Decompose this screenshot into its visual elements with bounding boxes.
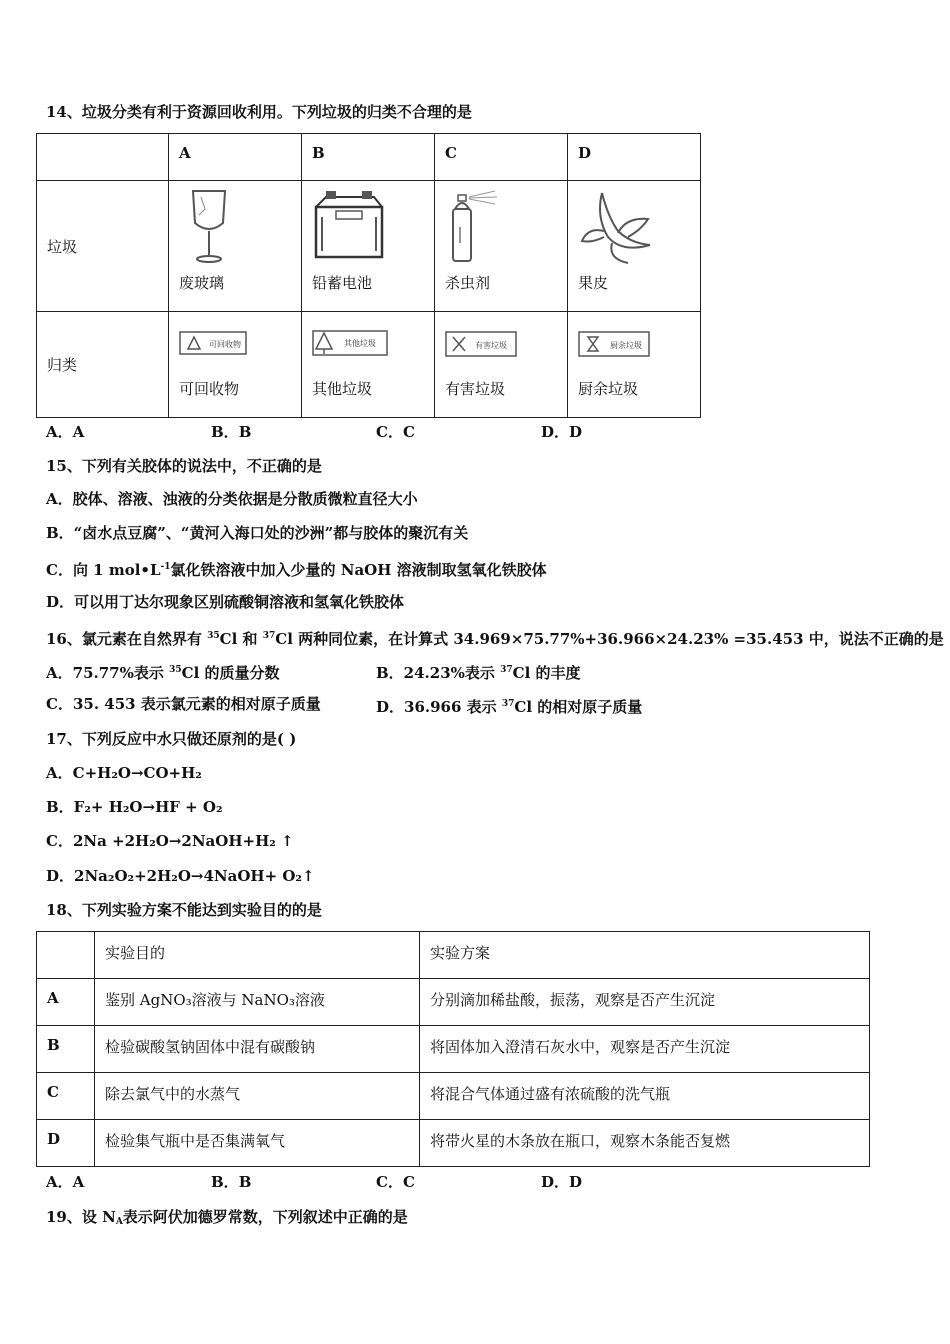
- q18-stem: 18、下列实验方案不能达到实验目的的是: [46, 901, 322, 919]
- q14-header-c: C: [435, 134, 568, 181]
- q18-row-d-plan: 将带火星的木条放在瓶口，观察木条能否复燃: [420, 1120, 870, 1167]
- q14-header-b: B: [302, 134, 435, 181]
- q15-option-d[interactable]: D．可以用丁达尔现象区别硫酸铜溶液和氢氧化铁胶体: [46, 593, 405, 611]
- q14-option-b[interactable]: B．B: [211, 423, 252, 441]
- q18-row-a-purpose: 鉴别 AgNO₃溶液与 NaNO₃溶液: [95, 979, 420, 1026]
- table-row: [37, 979, 870, 1026]
- q14-option-d[interactable]: D．D: [541, 423, 583, 441]
- q16-option-d[interactable]: D．36.966 表示 $^{37}$Cl 的相对原子质量: [376, 698, 643, 716]
- q14-option-c[interactable]: C．C: [376, 423, 415, 441]
- q14-category-a-sign-text: 可回收物: [209, 340, 241, 349]
- q18-table: [36, 931, 870, 1167]
- q14-option-a[interactable]: A．A: [46, 423, 85, 441]
- q18-row-b-letter: B: [37, 1026, 95, 1073]
- q18-row-a-plan: 分别滴加稀盐酸，振荡，观察是否产生沉淀: [420, 979, 870, 1026]
- car-battery-icon: [312, 187, 387, 262]
- q18-row-d-purpose: 检验集气瓶中是否集满氧气: [95, 1120, 420, 1167]
- q14-row-category-label: 归类: [37, 312, 169, 418]
- q14-category-a-caption: 可回收物: [179, 380, 240, 398]
- q18-header-blank: [37, 932, 95, 979]
- q17-option-b[interactable]: B．F₂+ H₂O→HF + O₂: [46, 798, 223, 816]
- banana-peel-icon: [578, 187, 658, 267]
- q14-category-b-sign-text: 其他垃圾: [344, 339, 376, 348]
- q17-option-d[interactable]: D．2Na₂O₂+2H₂O→4NaOH+ O₂↑: [46, 867, 315, 885]
- q15-option-c[interactable]: C．向 1 $mol•L^{-1}$氯化铁溶液中加入少量的 NaOH 溶液制取氢氧化铁胶体: [46, 561, 547, 579]
- q15-stem: 15、下列有关胶体的说法中，不正确的是: [46, 457, 322, 475]
- q14-table: [36, 133, 701, 418]
- q15-option-a[interactable]: A．胶体、溶液、浊液的分类依据是分散质微粒直径大小: [46, 490, 418, 508]
- q14-garbage-c: [435, 181, 568, 312]
- q18-header-purpose: 实验目的: [95, 932, 420, 979]
- spray-can-icon: [445, 187, 505, 267]
- kitchen-waste-sign-icon: [578, 330, 652, 358]
- q18-row-c-plan: 将混合气体通过盛有浓硫酸的洗气瓶: [420, 1073, 870, 1120]
- q18-row-d-letter: D: [37, 1120, 95, 1167]
- q14-garbage-b: [302, 181, 435, 312]
- q14-header-a: A: [169, 134, 302, 181]
- q17-stem: 17、下列反应中水只做还原剂的是( ): [46, 730, 297, 748]
- q16-option-b[interactable]: B．24.23%表示 $^{37}$Cl 的丰度: [376, 664, 581, 682]
- q18-option-d[interactable]: D．D: [541, 1173, 583, 1191]
- q14-garbage-d-caption: 果皮: [578, 274, 609, 292]
- other-waste-sign-icon: [312, 330, 390, 356]
- table-row: [37, 1026, 870, 1073]
- q17-option-a[interactable]: A．C+H₂O→CO+H₂: [46, 764, 202, 782]
- q14-category-d-sign-text: 厨余垃圾: [610, 341, 642, 350]
- q14-category-b: [302, 312, 435, 418]
- q14-row-garbage-label: 垃圾: [37, 181, 169, 312]
- q14-category-b-caption: 其他垃圾: [312, 380, 373, 398]
- q18-header-plan: 实验方案: [420, 932, 870, 979]
- table-row: [37, 1073, 870, 1120]
- q14-category-c: [435, 312, 568, 418]
- q14-header-d: D: [568, 134, 701, 181]
- q18-option-b[interactable]: B．B: [211, 1173, 252, 1191]
- q18-row-c-purpose: 除去氯气中的水蒸气: [95, 1073, 420, 1120]
- hazardous-waste-sign-icon: [445, 330, 519, 358]
- q18-option-c[interactable]: C．C: [376, 1173, 415, 1191]
- q14-garbage-a: [169, 181, 302, 312]
- q14-category-c-sign-text: 有害垃圾: [475, 341, 507, 350]
- q14-category-d: [568, 312, 701, 418]
- q14-category-c-caption: 有害垃圾: [445, 380, 506, 398]
- recyclable-sign-icon: [179, 330, 249, 356]
- q17-option-c[interactable]: C．2Na +2H₂O→2NaOH+H₂ ↑: [46, 832, 294, 850]
- wine-glass-icon: [179, 187, 239, 267]
- q14-category-d-caption: 厨余垃圾: [578, 380, 639, 398]
- q14-stem: 14、垃圾分类有利于资源回收利用。下列垃圾的归类不合理的是: [46, 103, 472, 121]
- q14-category-a: [169, 312, 302, 418]
- q19-stem: 19、设 $N_A$表示阿伏加德罗常数，下列叙述中正确的是: [46, 1208, 408, 1227]
- q18-row-b-purpose: 检验碳酸氢钠固体中混有碳酸钠: [95, 1026, 420, 1073]
- q18-option-a[interactable]: A．A: [46, 1173, 85, 1191]
- table-row: [37, 1120, 870, 1167]
- q14-garbage-b-caption: 铅蓄电池: [312, 274, 373, 292]
- q18-row-b-plan: 将固体加入澄清石灰水中，观察是否产生沉淀: [420, 1026, 870, 1073]
- q14-garbage-c-caption: 杀虫剂: [445, 274, 491, 292]
- q16-option-a[interactable]: A．75.77%表示 $^{35}$Cl 的质量分数: [46, 664, 280, 682]
- q18-row-c-letter: C: [37, 1073, 95, 1120]
- q16-stem: 16、氯元素在自然界有 $^{35}$Cl 和 $^{37}$Cl 两种同位素，在计算式 34.969×75.77%+36.966×24.23% =35.453 中，说法不正确的是: [46, 630, 944, 648]
- q15-option-b[interactable]: B．“卤水点豆腐”、“黄河入海口处的沙洲”都与胶体的聚沉有关: [46, 524, 469, 542]
- q14-header-blank: [37, 134, 169, 181]
- q18-row-a-letter: A: [37, 979, 95, 1026]
- q14-garbage-d: [568, 181, 701, 312]
- q14-garbage-a-caption: 废玻璃: [179, 274, 225, 292]
- q16-option-c[interactable]: C．35. 453 表示氯元素的相对原子质量: [46, 695, 321, 713]
